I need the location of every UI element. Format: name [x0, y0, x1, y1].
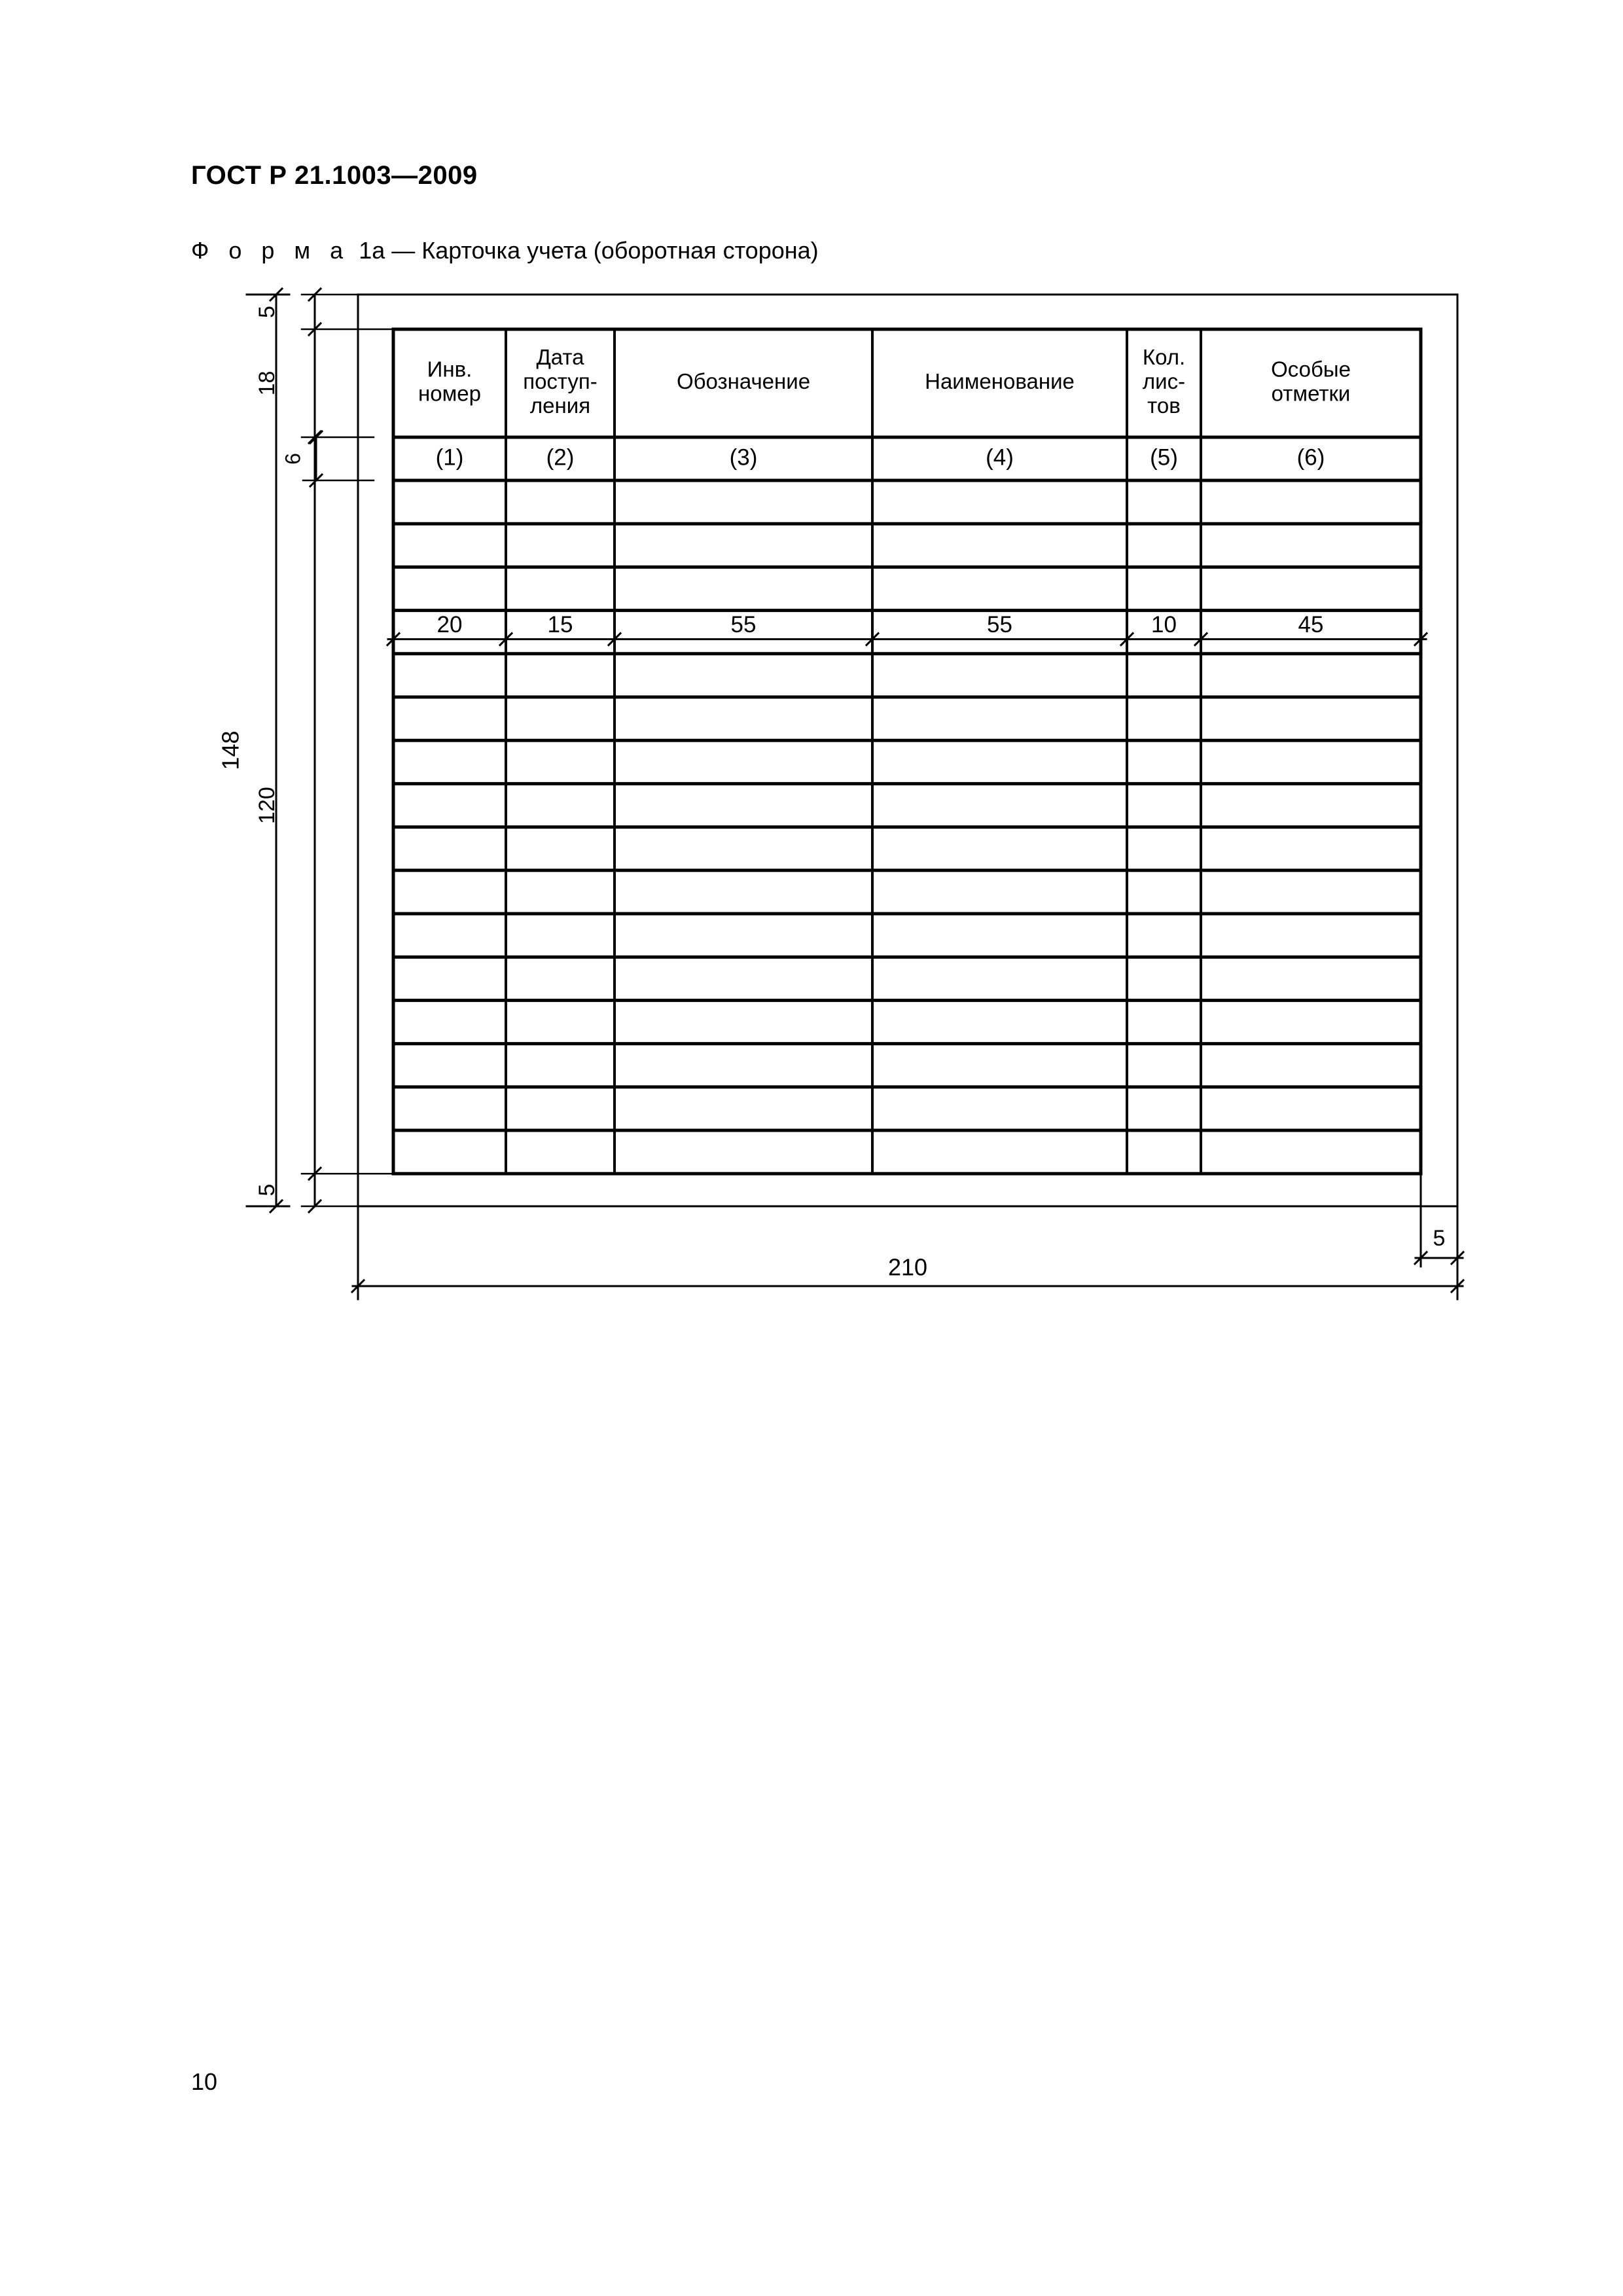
column-width-dimension: 10	[1151, 611, 1177, 637]
bottom-margin-dimension: 5	[254, 1183, 279, 1196]
column-header-label: Особые	[1271, 357, 1351, 382]
column-number-label: (5)	[1150, 444, 1178, 471]
column-header-label: отметки	[1271, 381, 1351, 406]
column-header-label: поступ-	[523, 369, 597, 394]
form-caption-text: 1а — Карточка учета (оборотная сторона)	[359, 237, 819, 264]
document-standard-header: ГОСТ Р 21.1003—2009	[191, 161, 478, 190]
column-number-label: (4)	[986, 444, 1014, 471]
form-caption-prefix: Ф о р м а	[191, 237, 350, 264]
column-header-label: Дата	[536, 345, 584, 370]
column-number-label: (2)	[546, 444, 575, 471]
column-number-label: (1)	[435, 444, 464, 471]
column-width-dimension: 55	[987, 611, 1012, 637]
column-header-label: Наименование	[925, 369, 1075, 394]
column-width-dimension: 15	[547, 611, 573, 637]
column-width-dimension: 20	[437, 611, 463, 637]
column-header-label: Обозначение	[676, 369, 811, 394]
page-number: 10	[191, 2068, 218, 2095]
column-number-label: (3)	[729, 444, 758, 471]
column-width-dimension: 55	[730, 611, 757, 637]
body-height-dimension: 120	[254, 787, 279, 824]
column-header-label: тов	[1147, 393, 1181, 418]
card-frame	[358, 295, 1457, 1206]
column-number-label: (6)	[1296, 444, 1325, 471]
right-margin-dimension: 5	[1433, 1225, 1446, 1251]
column-header-label: Кол.	[1142, 345, 1186, 370]
total-height-dimension: 148	[217, 730, 244, 770]
total-width-dimension: 210	[887, 1253, 928, 1281]
column-header-label: Инв.	[427, 357, 473, 382]
column-header-label: лис-	[1142, 369, 1186, 394]
numbers-row-height-dimension: 6	[281, 453, 305, 465]
top-margin-dimension: 5	[254, 306, 279, 318]
column-header-label: номер	[418, 381, 481, 406]
column-header-label: ления	[529, 393, 591, 418]
header-height-dimension: 18	[254, 370, 279, 396]
column-width-dimension: 45	[1298, 611, 1324, 637]
